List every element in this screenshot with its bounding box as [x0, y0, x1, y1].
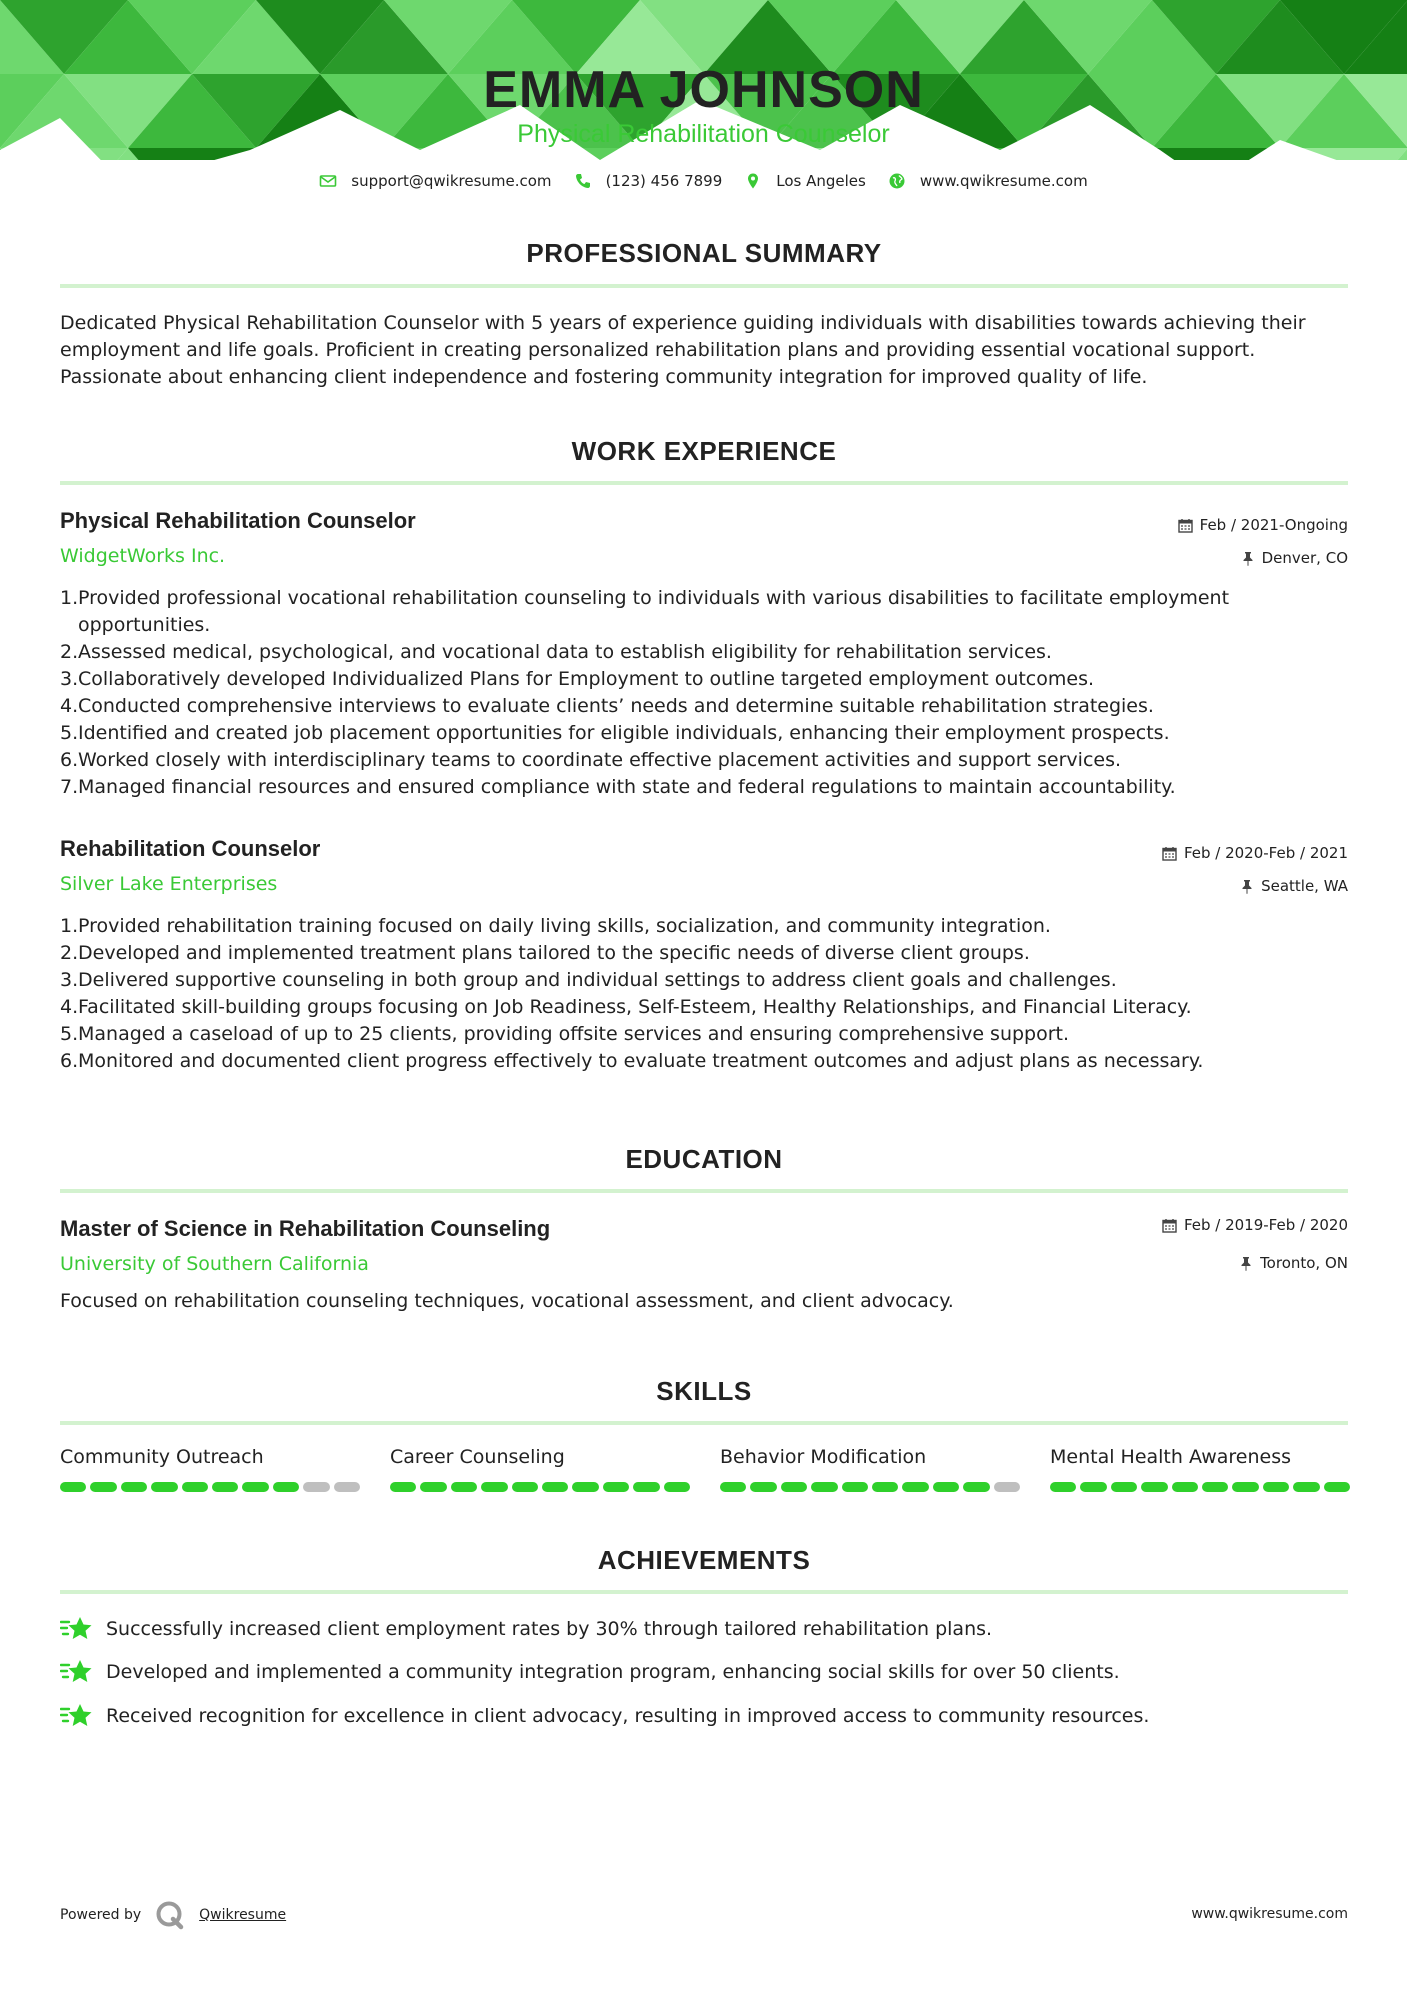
calendar-icon	[1178, 518, 1193, 533]
skill-level-segment	[212, 1482, 238, 1492]
phone-text: (123) 456 7899	[605, 172, 723, 190]
skill-level-segment	[902, 1482, 928, 1492]
achievement-text: Received recognition for excellence in client advocacy, resulting in improved access to community resources.	[106, 1705, 1150, 1727]
skill-level-segment	[572, 1482, 598, 1492]
globe-icon	[888, 172, 906, 190]
job-dates-text: Feb / 2020-Feb / 2021	[1183, 844, 1348, 862]
footer-powered-by	[60, 1900, 286, 1930]
education-description: Focused on rehabilitation counseling techniques, vocational assessment, and client advocacy.	[60, 1290, 954, 1312]
experience-heading: WORK EXPERIENCE	[571, 436, 837, 466]
skill-level-segment	[933, 1482, 959, 1492]
skill-level-segment	[842, 1482, 868, 1492]
location-text: Los Angeles	[776, 172, 866, 190]
job-role: Rehabilitation Counselor	[60, 836, 321, 861]
contact-email[interactable]	[319, 172, 551, 190]
skill-level-segment	[872, 1482, 898, 1492]
list-item: 3. Collaboratively developed Individualized Plans for Employment to outline targeted employment outcomes.	[60, 668, 1095, 690]
skill-level-segment	[121, 1482, 147, 1492]
education-divider	[60, 1189, 1348, 1193]
job-location-text: Seattle, WA	[1261, 877, 1348, 895]
job-location-text: Denver, CO	[1261, 549, 1348, 567]
skill-name: Behavior Modification	[720, 1446, 927, 1468]
skill-level-segment	[781, 1482, 807, 1492]
list-item: 1. Provided professional vocational rehabilitation counseling to individuals with various disabilities to facilitate employment opportunities.	[60, 587, 1230, 636]
skill-level-segment	[90, 1482, 116, 1492]
skill-level-segment	[1324, 1482, 1350, 1492]
skill-level-segment	[720, 1482, 746, 1492]
skill-level-segment	[811, 1482, 837, 1492]
skill-level-segment	[1263, 1482, 1289, 1492]
skill-name: Community Outreach	[60, 1446, 264, 1468]
email-text: support@qwikresume.com	[351, 172, 552, 190]
star-achievement-icon	[60, 1701, 94, 1731]
contact-bar	[0, 172, 1407, 190]
list-item: 6. Monitored and documented client progress effectively to evaluate treatment outcomes and adjust plans as necessary.	[60, 1050, 1204, 1072]
achievement-text: Successfully increased client employment rates by 30% through tailored rehabilitation plans.	[106, 1618, 993, 1640]
degree-title: Master of Science in Rehabilitation Counseling	[60, 1216, 551, 1241]
list-item: 3. Delivered supportive counseling in both group and individual settings to address client goals and challenges.	[60, 969, 1117, 991]
skill-level-segment	[1111, 1482, 1137, 1492]
list-item: 2. Assessed medical, psychological, and vocational data to establish eligibility for rehabilitation services.	[60, 641, 1052, 663]
skill-name: Mental Health Awareness	[1050, 1446, 1291, 1468]
skill-level-segment	[512, 1482, 538, 1492]
skill-item	[390, 1446, 690, 1492]
education-heading: EDUCATION	[625, 1144, 783, 1174]
list-item: 4. Conducted comprehensive interviews to evaluate clients’ needs and determine suitable rehabilitation strategies.	[60, 695, 1154, 717]
skills-heading: SKILLS	[656, 1376, 752, 1406]
job-location	[1240, 877, 1348, 895]
pushpin-icon	[1241, 551, 1255, 566]
education-dates-text: Feb / 2019-Feb / 2020	[1183, 1216, 1348, 1234]
skill-level-bar	[60, 1482, 360, 1492]
summary-heading: PROFESSIONAL SUMMARY	[526, 238, 882, 268]
candidate-name: EMMA JOHNSON	[483, 61, 924, 119]
skill-level-segment	[542, 1482, 568, 1492]
skill-level-segment	[994, 1482, 1020, 1492]
skill-level-segment	[603, 1482, 629, 1492]
job-company: Silver Lake Enterprises	[60, 873, 278, 895]
contact-phone[interactable]	[574, 172, 723, 190]
website-text: www.qwikresume.com	[919, 172, 1088, 190]
brand-link[interactable]: Qwikresume	[199, 1907, 287, 1923]
star-achievement-icon	[60, 1657, 94, 1687]
skill-level-segment	[1172, 1482, 1198, 1492]
skill-level-segment	[1232, 1482, 1258, 1492]
skill-level-segment	[1080, 1482, 1106, 1492]
job-location	[1241, 549, 1348, 567]
candidate-title: Physical Rehabilitation Counselor	[517, 120, 890, 148]
school-name: University of Southern California	[60, 1253, 369, 1275]
skill-level-segment	[390, 1482, 416, 1492]
job-dates	[1178, 516, 1348, 534]
skill-level-segment	[273, 1482, 299, 1492]
skill-level-segment	[750, 1482, 776, 1492]
list-item: 5. Identified and created job placement opportunities for eligible individuals, enhancing their employment prospects.	[60, 722, 1170, 744]
skill-level-bar	[1050, 1482, 1350, 1492]
skill-level-segment	[481, 1482, 507, 1492]
pushpin-icon	[1240, 879, 1254, 894]
skill-level-bar	[720, 1482, 1020, 1492]
job-company: WidgetWorks Inc.	[60, 545, 226, 567]
skill-level-segment	[303, 1482, 329, 1492]
skill-level-segment	[420, 1482, 446, 1492]
envelope-icon	[319, 172, 337, 190]
skill-level-segment	[633, 1482, 659, 1492]
map-marker-icon	[744, 172, 762, 190]
summary-text: Dedicated Physical Rehabilitation Counselor with 5 years of experience guiding individuals with disabilities towards achieving their employment and life goals. Proficient in creating personalized rehabilitation plans and providing essential vocational support. Passionate about enhancing client independence and fostering community integration for improved quality of life.	[60, 312, 1306, 388]
skill-level-segment	[451, 1482, 477, 1492]
footer-website[interactable]: www.qwikresume.com	[1191, 1906, 1348, 1922]
skill-name: Career Counseling	[390, 1446, 565, 1468]
list-item: 7. Managed financial resources and ensured compliance with state and federal regulations to maintain accountability.	[60, 776, 1176, 798]
achievement-item	[60, 1657, 1350, 1687]
phone-icon	[574, 172, 592, 190]
achievement-item	[60, 1614, 1350, 1644]
job-dates	[1162, 844, 1348, 862]
skill-level-segment	[1050, 1482, 1076, 1492]
contact-location	[744, 172, 866, 190]
skill-level-segment	[664, 1482, 690, 1492]
skill-level-segment	[242, 1482, 268, 1492]
job-bullets	[60, 913, 1350, 1075]
skills-divider	[60, 1421, 1348, 1425]
job-dates-text: Feb / 2021-Ongoing	[1199, 516, 1348, 534]
achievement-text: Developed and implemented a community integration program, enhancing social skills for over 50 clients.	[106, 1661, 1120, 1683]
skill-level-segment	[334, 1482, 360, 1492]
education-location	[1239, 1254, 1348, 1272]
summary-divider	[60, 284, 1348, 288]
skill-item	[1050, 1446, 1350, 1492]
skill-level-segment	[1293, 1482, 1319, 1492]
list-item: 6. Worked closely with interdisciplinary teams to coordinate effective placement activities and support services.	[60, 749, 1122, 771]
achievements-divider	[60, 1590, 1348, 1594]
education-location-text: Toronto, ON	[1260, 1254, 1348, 1272]
pushpin-icon	[1239, 1256, 1253, 1271]
skill-level-segment	[1141, 1482, 1167, 1492]
calendar-icon	[1162, 1218, 1177, 1233]
qwikresume-logo-icon	[155, 1900, 185, 1930]
skill-level-segment	[963, 1482, 989, 1492]
experience-divider	[60, 481, 1348, 485]
achievements-heading: ACHIEVEMENTS	[597, 1545, 811, 1575]
skill-level-bar	[390, 1482, 690, 1492]
calendar-icon	[1162, 846, 1177, 861]
list-item: 4. Facilitated skill-building groups focusing on Job Readiness, Self-Esteem, Healthy Relationships, and Financial Literacy.	[60, 996, 1192, 1018]
skill-level-segment	[151, 1482, 177, 1492]
contact-website[interactable]	[888, 172, 1088, 190]
skill-level-segment	[1202, 1482, 1228, 1492]
education-dates	[1162, 1216, 1348, 1234]
star-achievement-icon	[60, 1614, 94, 1644]
skill-level-segment	[60, 1482, 86, 1492]
skills-list	[60, 1446, 1350, 1492]
list-item: 1. Provided rehabilitation training focused on daily living skills, socialization, and community integration.	[60, 915, 1051, 937]
job-role: Physical Rehabilitation Counselor	[60, 508, 416, 533]
skill-item	[60, 1446, 360, 1492]
skill-level-segment	[182, 1482, 208, 1492]
skill-item	[720, 1446, 1020, 1492]
list-item: 5. Managed a caseload of up to 25 clients, providing offsite services and ensuring comprehensive support.	[60, 1023, 1070, 1045]
achievement-item	[60, 1701, 1350, 1731]
powered-by-text: Powered by	[60, 1907, 142, 1923]
job-bullets	[60, 585, 1350, 801]
list-item: 2. Developed and implemented treatment plans tailored to the specific needs of diverse client groups.	[60, 942, 1030, 964]
